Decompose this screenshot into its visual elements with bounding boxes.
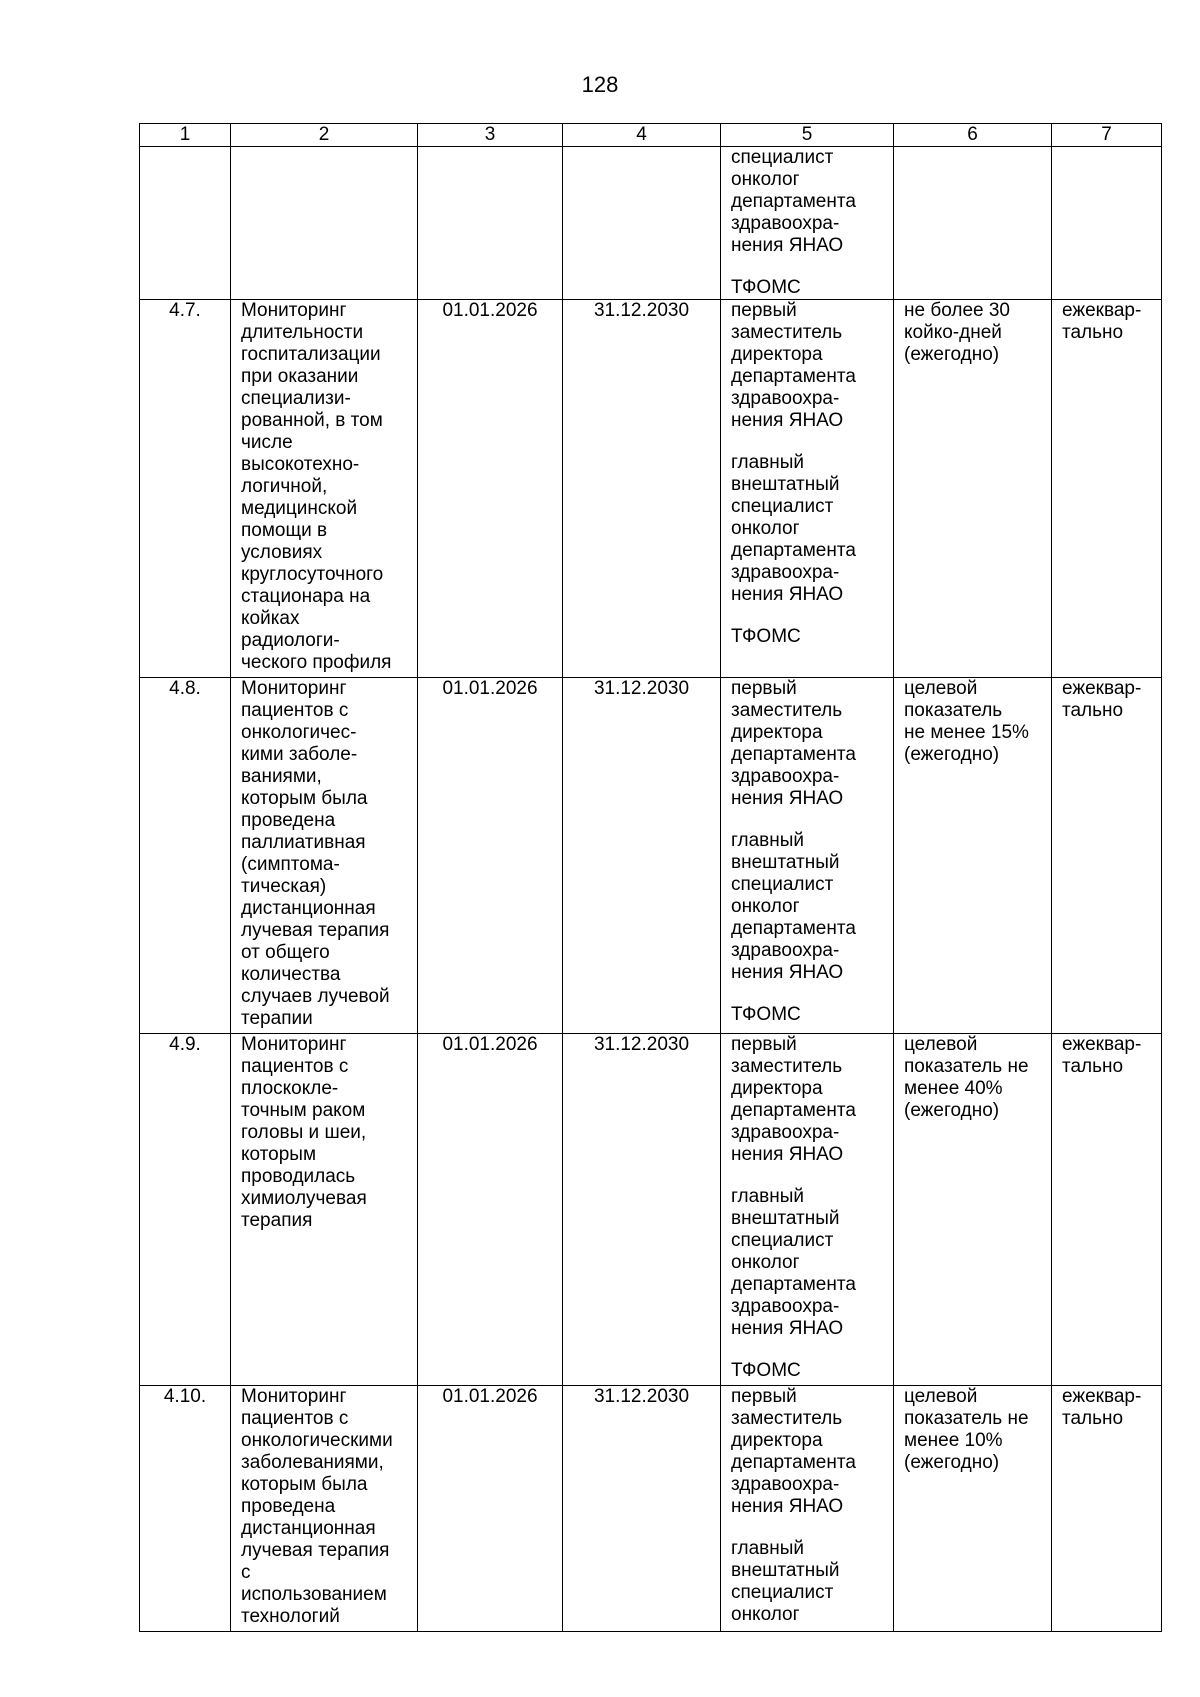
responsible-line: специалист (731, 147, 834, 168)
paragraph-gap (731, 1518, 885, 1538)
indicator-cell (894, 1386, 1052, 1632)
responsible-line: ТФОМС (731, 1004, 801, 1025)
indicator-line: не более 30 (904, 300, 1011, 321)
description-line: терапии (241, 1008, 313, 1029)
paragraph-gap (731, 1166, 885, 1186)
responsible-line: департамента (731, 540, 856, 561)
indicator-line: койко-дней (904, 322, 1002, 343)
table-row (140, 1034, 1162, 1386)
paragraph-gap (731, 1340, 885, 1360)
responsible-line: ТФОМС (731, 277, 801, 298)
description-line: дистанционная (241, 1518, 376, 1539)
description-line: технологий (241, 1606, 340, 1627)
responsible-line: департамента (731, 1452, 856, 1473)
paragraph-gap (731, 606, 885, 626)
responsible-line: специалист (731, 496, 834, 517)
responsible-line: департамента (731, 1274, 856, 1295)
start-date-cell (418, 678, 563, 1034)
description-line: химиолучевая (241, 1188, 367, 1209)
description-line: дистанционная (241, 898, 376, 919)
description-line: медицинской (241, 498, 358, 519)
description-line: плоскокле- (241, 1078, 339, 1099)
responsible-line: онколог (731, 518, 800, 539)
responsible-line: нения ЯНАО (731, 1144, 844, 1165)
start-date: 01.01.2026 (442, 678, 538, 699)
description-line: терапия (241, 1210, 313, 1231)
end-date-cell (563, 678, 721, 1034)
period-line: ежеквар- (1062, 1386, 1142, 1407)
period-cell (1052, 147, 1162, 300)
description-cell (231, 1034, 418, 1386)
col-header: 4 (563, 124, 721, 147)
responsible-line: онколог (731, 1604, 800, 1625)
description-line: лучевая терапия (241, 920, 390, 941)
description-cell (231, 678, 418, 1034)
responsible-cell (721, 147, 894, 300)
end-date: 31.12.2030 (593, 300, 690, 321)
row-number-cell (140, 300, 231, 678)
table-row (140, 1386, 1162, 1632)
responsible-line: департамента (731, 366, 856, 387)
period-cell (1052, 1034, 1162, 1386)
row-number: 4.8. (169, 678, 201, 699)
responsible-line: нения ЯНАО (731, 1496, 844, 1517)
indicator-line: целевой (904, 1386, 978, 1407)
description-line: длительности (241, 322, 364, 343)
col-header: 6 (894, 124, 1052, 147)
period-line: тально (1062, 322, 1124, 343)
description-line: с (241, 1562, 251, 1583)
period-line: тально (1062, 1408, 1124, 1429)
responsible-line: директора (731, 722, 823, 743)
start-date-cell (418, 300, 563, 678)
period-line: ежеквар- (1062, 300, 1142, 321)
description-line: головы и шеи, (241, 1122, 367, 1143)
indicator-line: менее 10% (904, 1430, 1003, 1451)
description-line: проведена (241, 1496, 336, 1517)
indicator-line: не менее 15% (904, 722, 1029, 743)
indicator-cell (894, 300, 1052, 678)
responsible-line: нения ЯНАО (731, 410, 844, 431)
description-line: которым была (241, 788, 368, 809)
indicator-cell (894, 678, 1052, 1034)
description-line: заболеваниями, (241, 1452, 384, 1473)
responsible-line: внештатный (731, 1208, 840, 1229)
col-header: 1 (140, 124, 231, 147)
description-line: от общего (241, 942, 330, 963)
indicator-line: (ежегодно) (904, 1452, 1000, 1473)
responsible-line: онколог (731, 896, 800, 917)
description-line: круглосуточного (241, 564, 384, 585)
description-line: онкологическими (241, 1430, 393, 1451)
description-line: ваниями, (241, 766, 322, 787)
row-number-cell (140, 1386, 231, 1632)
row-number-cell (140, 678, 231, 1034)
start-date: 01.01.2026 (442, 1386, 538, 1407)
responsible-line: здравоохра- (731, 1122, 840, 1143)
period-line: тально (1062, 1056, 1124, 1077)
table-row (140, 300, 1162, 678)
description-line: ческого профиля (241, 652, 392, 673)
responsible-line: нения ЯНАО (731, 962, 844, 983)
responsible-line: главный (731, 452, 805, 473)
indicator-line: показатель не (904, 1056, 1029, 1077)
responsible-line: внештатный (731, 852, 840, 873)
description-line: Мониторинг (241, 1386, 347, 1407)
responsible-line: специалист (731, 1230, 834, 1251)
indicator-line: целевой (904, 678, 978, 699)
end-date: 31.12.2030 (593, 678, 690, 699)
responsible-line: первый (731, 678, 797, 699)
description-line: которым была (241, 1474, 368, 1495)
period-line: тально (1062, 700, 1124, 721)
description-cell (231, 147, 418, 300)
end-date-cell (563, 1386, 721, 1632)
description-line: при оказании (241, 366, 359, 387)
table-row (140, 678, 1162, 1034)
description-line: лучевая терапия (241, 1540, 390, 1561)
paragraph-gap (731, 984, 885, 1004)
header-row (140, 124, 1162, 147)
indicator-line: (ежегодно) (904, 744, 1000, 765)
description-line: высокотехно- (241, 454, 360, 475)
responsible-line: здравоохра- (731, 766, 840, 787)
responsible-line: онколог (731, 169, 800, 190)
responsible-line: здравоохра- (731, 940, 840, 961)
responsible-line: департамента (731, 918, 856, 939)
paragraph-gap (731, 810, 885, 830)
paragraph-gap (731, 432, 885, 452)
description-line: количества (241, 964, 341, 985)
description-line: специализи- (241, 388, 351, 409)
responsible-line: здравоохра- (731, 562, 840, 583)
responsible-line: внештатный (731, 474, 840, 495)
end-date-cell (563, 300, 721, 678)
responsible-line: здравоохра- (731, 388, 840, 409)
indicator-line: целевой (904, 1034, 978, 1055)
end-date: 31.12.2030 (593, 1386, 690, 1407)
col-header: 2 (231, 124, 418, 147)
plan-table (139, 123, 1162, 1632)
responsible-line: специалист (731, 874, 834, 895)
responsible-line: директора (731, 344, 823, 365)
row-number: 4.9. (169, 1034, 201, 1055)
responsible-line: здравоохра- (731, 1474, 840, 1495)
responsible-line: главный (731, 830, 805, 851)
indicator-line: менее 40% (904, 1078, 1003, 1099)
responsible-cell (721, 300, 894, 678)
responsible-line: здравоохра- (731, 213, 840, 234)
table-row (140, 147, 1162, 300)
responsible-line: заместитель (731, 322, 843, 343)
description-cell (231, 300, 418, 678)
indicator-line: (ежегодно) (904, 1100, 1000, 1121)
responsible-line: нения ЯНАО (731, 584, 844, 605)
start-date-cell (418, 1386, 563, 1632)
indicator-cell (894, 147, 1052, 300)
description-line: госпитализации (241, 344, 381, 365)
description-line: онкологичес- (241, 722, 357, 743)
row-number: 4.7. (169, 300, 201, 321)
responsible-line: заместитель (731, 700, 843, 721)
description-line: стационара на (241, 586, 371, 607)
row-number: 4.10. (163, 1386, 207, 1407)
row-number-cell (140, 147, 231, 300)
description-line: койках (241, 608, 300, 629)
description-line: условиях (241, 542, 323, 563)
responsible-line: нения ЯНАО (731, 235, 844, 256)
description-line: помощи в (241, 520, 328, 541)
responsible-line: директора (731, 1430, 823, 1451)
start-date: 01.01.2026 (442, 300, 538, 321)
description-cell (231, 1386, 418, 1632)
description-line: числе (241, 432, 293, 453)
end-date-cell (563, 147, 721, 300)
description-line: случаев лучевой (241, 986, 390, 1007)
responsible-line: департамента (731, 744, 856, 765)
paragraph-gap (731, 257, 885, 277)
responsible-line: первый (731, 1386, 797, 1407)
description-line: радиологи- (241, 630, 340, 651)
description-line: (симптома- (241, 854, 340, 875)
description-line: кими заболе- (241, 744, 358, 765)
period-line: ежеквар- (1062, 678, 1142, 699)
description-line: рованной, в том (241, 410, 383, 431)
description-line: тическая) (241, 876, 327, 897)
period-cell (1052, 1386, 1162, 1632)
end-date-cell (563, 1034, 721, 1386)
responsible-line: внештатный (731, 1560, 840, 1581)
responsible-cell (721, 678, 894, 1034)
responsible-line: главный (731, 1186, 805, 1207)
end-date: 31.12.2030 (593, 1034, 690, 1055)
col-header: 3 (418, 124, 563, 147)
start-date-cell (418, 1034, 563, 1386)
description-line: проводилась (241, 1166, 356, 1187)
responsible-line: онколог (731, 1252, 800, 1273)
responsible-line: департамента (731, 1100, 856, 1121)
start-date: 01.01.2026 (442, 1034, 538, 1055)
responsible-line: ТФОМС (731, 626, 801, 647)
responsible-line: заместитель (731, 1408, 843, 1429)
description-line: Мониторинг (241, 678, 347, 699)
description-line: использованием (241, 1584, 387, 1605)
responsible-line: главный (731, 1538, 805, 1559)
description-line: пациентов с (241, 1056, 349, 1077)
period-cell (1052, 300, 1162, 678)
responsible-line: директора (731, 1078, 823, 1099)
indicator-line: показатель (904, 700, 1003, 721)
responsible-line: департамента (731, 191, 856, 212)
description-line: Мониторинг (241, 1034, 347, 1055)
description-line: логичной, (241, 476, 328, 497)
responsible-line: заместитель (731, 1056, 843, 1077)
description-line: которым (241, 1144, 317, 1165)
responsible-line: первый (731, 1034, 797, 1055)
start-date-cell (418, 147, 563, 300)
responsible-line: ТФОМС (731, 1360, 801, 1381)
indicator-cell (894, 1034, 1052, 1386)
description-line: Мониторинг (241, 300, 347, 321)
responsible-cell (721, 1034, 894, 1386)
description-line: проведена (241, 810, 336, 831)
description-line: пациентов с (241, 700, 349, 721)
period-line: ежеквар- (1062, 1034, 1142, 1055)
description-line: паллиативная (241, 832, 366, 853)
description-line: точным раком (241, 1100, 366, 1121)
responsible-line: первый (731, 300, 797, 321)
col-header: 7 (1052, 124, 1162, 147)
responsible-cell (721, 1386, 894, 1632)
responsible-line: нения ЯНАО (731, 788, 844, 809)
col-header: 5 (721, 124, 894, 147)
indicator-line: (ежегодно) (904, 344, 1000, 365)
responsible-line: специалист (731, 1582, 834, 1603)
description-line: пациентов с (241, 1408, 349, 1429)
indicator-line: показатель не (904, 1408, 1029, 1429)
row-number-cell (140, 1034, 231, 1386)
responsible-line: здравоохра- (731, 1296, 840, 1317)
period-cell (1052, 678, 1162, 1034)
responsible-line: нения ЯНАО (731, 1318, 844, 1339)
page-number: 128 (581, 72, 619, 97)
